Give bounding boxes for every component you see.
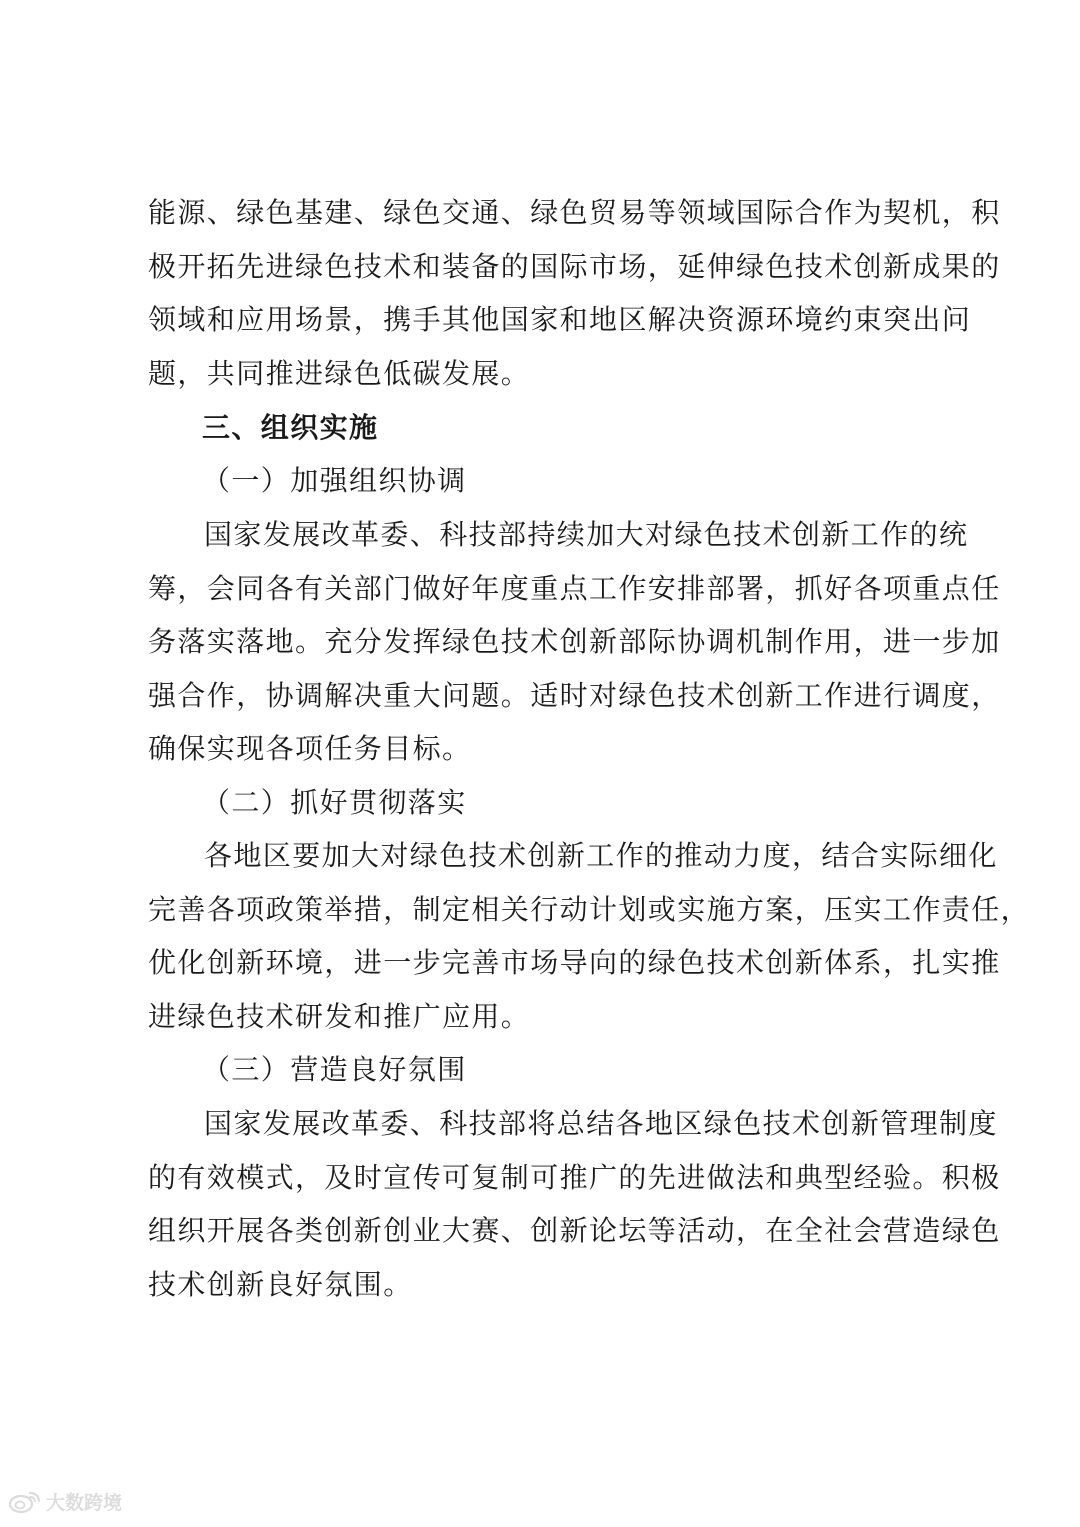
text-line: 进绿色技术研发和推广应用。 [148, 999, 531, 1033]
weibo-logo-icon [8, 1488, 42, 1514]
text-line: 技术创新良好氛围。 [148, 1267, 413, 1301]
text-line: 确保实现各项任务目标。 [148, 732, 472, 765]
text-line: 优化创新环境，进一步完善市场导向的绿色技术创新体系，扎实推 [148, 946, 1001, 979]
text-line: 极开拓先进绿色技术和装备的国际市场，延伸绿色技术创新成果的 [148, 249, 1001, 283]
text-line: 务落实落地。充分发挥绿色技术创新部际协调机制作用，进一步加 [148, 625, 1001, 658]
text-line: 各地区要加大对绿色技术创新工作的推动力度，结合实际细化 [204, 839, 998, 872]
section-heading: 三、组织实施 [202, 411, 379, 444]
paragraph [148, 1097, 1001, 1311]
text-line: 组织开展各类创新创业大赛、创新论坛等活动，在全社会营造绿色 [148, 1214, 1001, 1247]
text-line: 筹，会同各有关部门做好年度重点工作安排部署，抓好各项重点任 [148, 571, 1001, 605]
watermark [8, 1486, 122, 1516]
paragraph [148, 829, 1031, 1043]
text-line: 题，共同推进绿色低碳发展。 [148, 356, 531, 390]
paragraph-continuation [148, 186, 1001, 400]
text-line: 国家发展改革委、科技部持续加大对绿色技术创新工作的统 [204, 518, 969, 551]
text-line: 的有效模式，及时宣传可复制可推广的先进做法和典型经验。积极 [148, 1160, 1001, 1194]
subsection-heading: （三）营造良好氛围 [202, 1053, 467, 1086]
text-line: 完善各项政策举措，制定相关行动计划或实施方案，压实工作责任， [148, 892, 1031, 926]
text-line: 能源、绿色基建、绿色交通、绿色贸易等领域国际合作为契机，积 [148, 196, 1001, 229]
paragraph [148, 508, 1001, 776]
text-line: 国家发展改革委、科技部将总结各地区绿色技术创新管理制度 [204, 1107, 998, 1140]
subsection-heading: （二）抓好贯彻落实 [202, 786, 467, 819]
watermark-text: 大数跨境 [46, 1491, 123, 1514]
text-line: 领域和应用场景，携手其他国家和地区解决资源环境约束突出问 [148, 303, 972, 336]
subsection-heading: （一）加强组织协调 [202, 464, 467, 497]
text-line: 强合作，协调解决重大问题。适时对绿色技术创新工作进行调度， [148, 678, 1001, 712]
